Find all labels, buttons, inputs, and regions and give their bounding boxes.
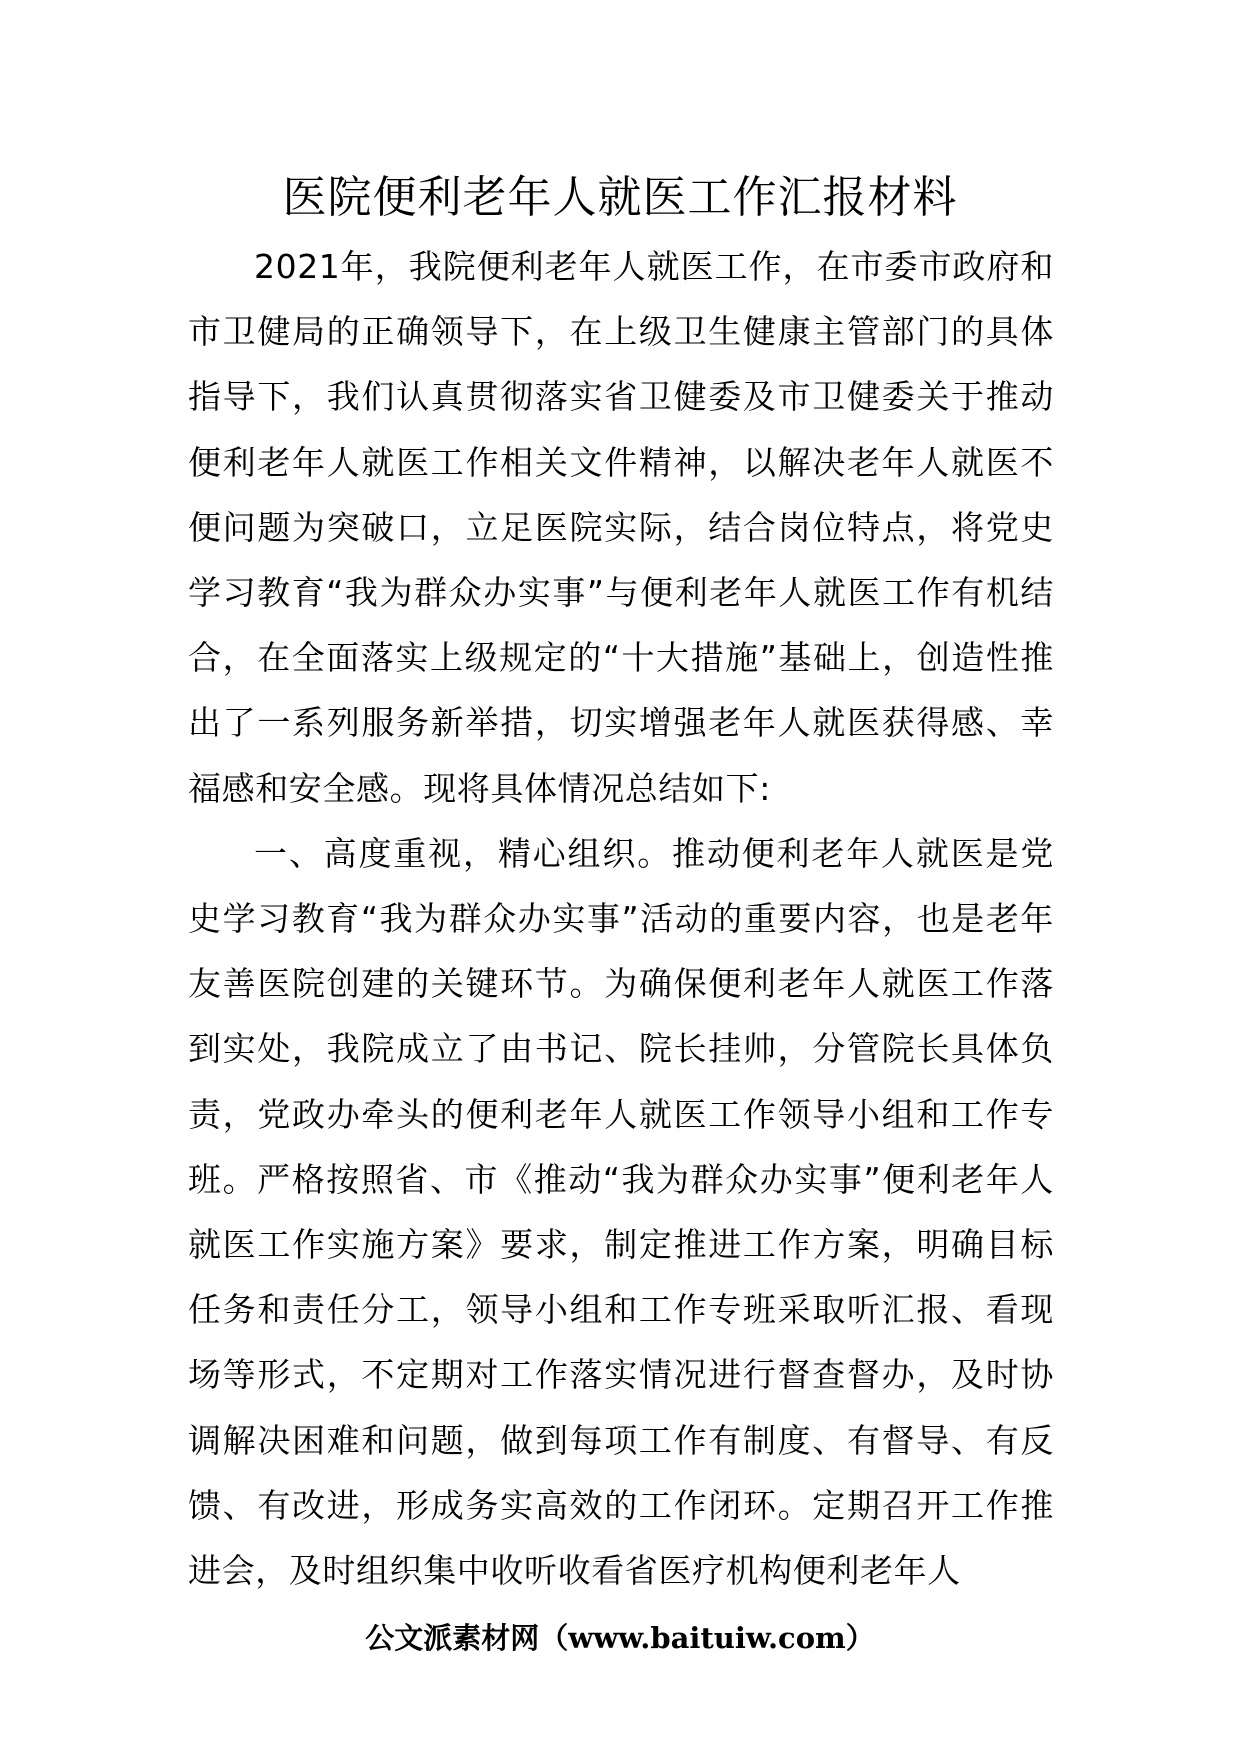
paragraph-intro: 2021年，我院便利老年人就医工作，在市委市政府和市卫健局的正确领导下，在上级卫生健康主管部门的具体指导下，我们认真贯彻落实省卫健委及市卫健委关于推动便利老年人就医工作相关文件精神，以解决老年人就医不便问题为突破口，立足医院实际，结合岗位特点，将党史学习教育“我为群众办实事”与便利老年人就医工作有机结合，在全面落实上级规定的“十大措施”基础上，创造性推出了一系列服务新举措，切实增强老年人就医获得感、幸福感和安全感。现将具体情况总结如下:	[188, 247, 1054, 808]
document-body	[188, 234, 1054, 1603]
footer-watermark: 公文派素材网（www.baituiw.com）	[365, 1621, 875, 1655]
paragraph-section-one: 一、高度重视，精心组织。推动便利老年人就医是党史学习教育“我为群众办实事”活动的重要内容，也是老年友善医院创建的关键环节。为确保便利老年人就医工作落到实处，我院成立了由书记、院长挂帅，分管院长具体负责，党政办牵头的便利老年人就医工作领导小组和工作专班。严格按照省、市《推动“我为群众办实事”便利老年人就医工作实施方案》要求，制定推进工作方案，明确目标任务和责任分工，领导小组和工作专班采取听汇报、看现场等形式，不定期对工作落实情况进行督查督办，及时协调解决困难和问题，做到每项工作有制度、有督导、有反馈、有改进，形成务实高效的工作闭环。定期召开工作推进会，及时组织集中收听收看省医疗机构便利老年人	[188, 833, 1054, 1591]
document-title: 医院便利老年人就医工作汇报材料	[282, 172, 958, 223]
